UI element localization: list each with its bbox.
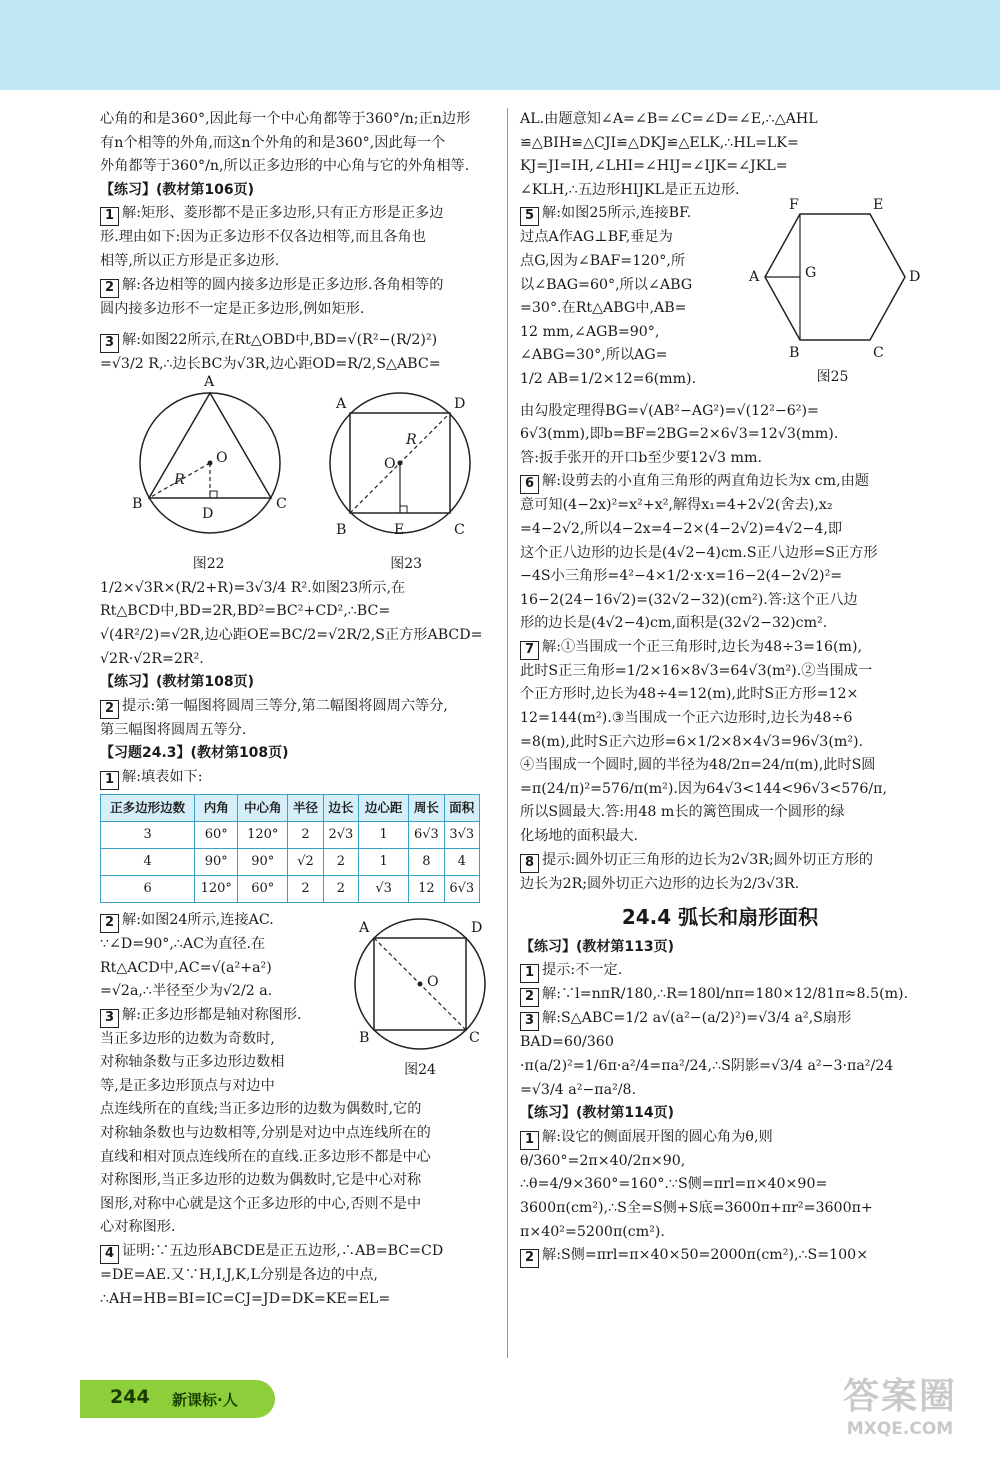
text-line: 形的边长是(4√2−4)cm,面积是(32√2−32)cm². <box>520 615 828 632</box>
item-number: 2 <box>100 700 119 719</box>
text-line: 当正多边形的边数为奇数时, <box>100 1030 275 1047</box>
text-line: 对称轴条数与正多边形边数相 <box>100 1054 285 1071</box>
text-line: 解:填表如下: <box>122 768 203 785</box>
text-line: 个正方形时,边长为48÷4=12(m),此时S正方形=12× <box>520 686 859 703</box>
text-line: 解:∵l=nπR/180,∴R=180l/nπ=180×12/81π≈8.5(m). <box>542 986 909 1003</box>
text-line: 对称轴条数也与边数相等,分别是对边中点连线所在的 <box>100 1125 431 1142</box>
text-line: 解:各边相等的圆内接多边形是正多边形.各角相等的 <box>122 276 444 293</box>
item-number: 1 <box>520 1131 539 1150</box>
table-row <box>101 875 480 902</box>
practice-header: 【练习】(教材第113页) <box>520 938 675 955</box>
item-number: 3 <box>520 1012 539 1031</box>
fig22-label-r: R <box>174 471 185 488</box>
answer-item <box>100 1240 495 1264</box>
table-cell: 1 <box>359 821 409 848</box>
text-line: ∠KLH,∴五边形HIJKL是正五边形. <box>520 181 740 198</box>
text-line: 解:设剪去的小直角三角形的两直角边长为x cm,由题 <box>542 473 869 490</box>
answer-item <box>520 959 920 983</box>
answer-item <box>100 766 495 790</box>
fig23-label-d: D <box>454 395 466 412</box>
fig23-label-a: A <box>336 395 347 412</box>
table-cell: 120° <box>195 875 238 902</box>
page-number: 244 <box>110 1386 150 1408</box>
text-line: =8(m),此时S正六边形=6×1/2×8×4√3=96√3(m²). <box>520 733 864 750</box>
text-line: 证明:∵五边形ABCDE是正五边形,∴AB=BC=CD <box>122 1243 444 1260</box>
fig23-label-o: O <box>384 455 396 472</box>
fig25-label-b: B <box>789 345 800 362</box>
text-line: ≌△BIH≌△CJI≌△DKJ≌△ELK,∴HL=LK= <box>520 134 799 151</box>
table-cell: 3√3 <box>444 821 479 848</box>
text-line: 解:如图25所示,连接BF. <box>542 205 692 222</box>
text-line: 16−2(24−16√2)=(32√2−32)(cm²).答:这个正八边 <box>520 591 858 608</box>
table-cell: 60° <box>238 875 288 902</box>
answer-item <box>100 202 495 226</box>
watermark-text: 答案圈 <box>842 1376 957 1417</box>
text-line: 外角都等于360°/n,所以正多边形的中心角与它的外角相等. <box>100 158 470 175</box>
text-line: =4−2√2,所以4−2x=4−2×(4−2√2)=4√2−4,即 <box>520 520 843 537</box>
text-line: 以∠BAG=60°,所以∠ABG <box>520 276 693 293</box>
practice-header: 【练习】(教材第106页) <box>100 181 255 198</box>
answer-item <box>100 909 345 933</box>
column-divider <box>507 108 508 1358</box>
fig23-label-c: C <box>454 521 465 538</box>
fig22-label-a: A <box>204 373 215 390</box>
table-header-cell: 半径 <box>288 794 323 821</box>
text-line: Rt△BCD中,BD=2R,BD²=BC²+CD²,∴BC= <box>100 603 391 620</box>
table-header-cell: 周长 <box>409 794 444 821</box>
answer-item <box>520 1126 920 1174</box>
text-line: 3600π(cm²),∴S全=S侧+S底=3600π+πr²=3600π+ <box>520 1199 873 1216</box>
text-line: 等,是正多边形顶点与对边中 <box>100 1077 275 1094</box>
text-line: ∴θ=4/9×360°=160°.∵S侧=πrl=π×40×90= <box>520 1176 828 1193</box>
text-line: 意可知(4−2x)²=x²+x²,解得x₁=4+2√2(舍去),x₂ <box>520 497 833 514</box>
text-line: 提示:第一幅图将圆周三等分,第二幅图将圆周六等分, <box>122 697 448 714</box>
table-cell: 120° <box>238 821 288 848</box>
text-line: 第三幅图将圆周五等分. <box>100 721 247 738</box>
left-column <box>100 108 495 1311</box>
text-line: 解:矩形、菱形都不是正多边形,只有正方形是正多边 <box>122 205 444 222</box>
text-line: ④当围成一个圆时,圆的半径为48/2π=24/π(m),此时S圆 <box>520 757 876 774</box>
fig22-label-c: C <box>276 495 287 512</box>
text-line: 有n个相等的外角,而这n个外角的和是360°,因此每一个 <box>100 134 446 151</box>
item-number: 3 <box>100 334 119 353</box>
table-cell: 6√3 <box>409 821 444 848</box>
fig25-label-f: F <box>789 197 799 214</box>
text-line: 解:S侧=πrl=π×40×50=2000π(cm²),∴S=100× <box>542 1247 869 1264</box>
watermark-url: MXQE.COM <box>846 1419 954 1439</box>
text-line: =30°.在Rt△ABG中,AB= <box>520 300 687 317</box>
text-line: ·π(a/2)²=1/6π·a²/4=πa²/24,∴S阴影=√3/4 a²−3·πa²/24 <box>520 1058 894 1074</box>
table-cell: 6 <box>101 875 195 902</box>
answer-item <box>100 329 495 353</box>
text-line: 圆内接多边形不一定是正多边形,例如矩形. <box>100 300 365 317</box>
answer-item <box>520 470 920 494</box>
table-cell: 4 <box>101 848 195 875</box>
answer-item <box>100 274 495 298</box>
fig25-label-e: E <box>873 197 884 214</box>
text-line: 1/2×√3R×(R/2+R)=3√3/4 R².如图23所示,在 <box>100 579 406 596</box>
fig23-label-e: E <box>394 521 405 538</box>
fig25-label-c: C <box>873 345 884 362</box>
text-line: 心角的和是360°,因此每一个中心角都等于360°/n;正n边形 <box>100 111 471 127</box>
fig23-label-r: R <box>406 431 417 448</box>
answer-item <box>520 849 920 873</box>
geometry-figures-svg <box>100 383 495 553</box>
table-header-cell: 边长 <box>323 794 358 821</box>
fig24-label-c: C <box>469 1029 480 1046</box>
fig24-label-d: D <box>471 919 483 936</box>
text-line: 所以S圆最大.答:用48 m长的篱笆围成一个圆形的绿 <box>520 804 845 821</box>
figure-25 <box>745 197 921 392</box>
table-header-cell: 边心距 <box>359 794 409 821</box>
item-number: 2 <box>100 279 119 298</box>
watermark <box>810 1375 990 1455</box>
item-number: 5 <box>520 207 539 226</box>
item-number: 2 <box>520 988 539 1007</box>
table-cell: 90° <box>238 848 288 875</box>
item-number: 6 <box>520 475 539 494</box>
text-line: 由勾股定理得BG=√(AB²−AG²)=√(12²−6²)= <box>520 402 819 419</box>
text-line: 解:设它的侧面展开图的圆心角为θ,则θ/360°=2π×40/2π×90, <box>520 1128 773 1169</box>
answer-item <box>100 1004 345 1028</box>
text-line: 6√3(mm),即b=BF=2BG=2×6√3=12√3(mm). <box>520 426 839 443</box>
figure-caption: 图23 <box>390 555 423 572</box>
item-number: 2 <box>100 914 119 933</box>
fig22-label-b: B <box>132 495 143 512</box>
item-number: 1 <box>100 771 119 790</box>
text-line: 提示:不一定. <box>542 962 623 979</box>
text-line: 化场地的面积最大. <box>520 828 639 845</box>
fig22-label-o: O <box>216 449 228 466</box>
text-line: ∠ABG=30°,所以AG= <box>520 347 668 364</box>
series-label: 新课标·人 <box>172 1391 238 1409</box>
table-cell: 90° <box>195 848 238 875</box>
figures-22-23 <box>100 373 495 553</box>
text-line: 直线和相对顶点连线所在的直线.正多边形不都是中心 <box>100 1148 431 1165</box>
text-line: ∴AH=HB=BI=IC=CJ=JD=DK=KE=EL= <box>100 1290 391 1307</box>
text-line: 1/2 AB=1/2×12=6(mm). <box>520 370 697 387</box>
table-cell: 60° <box>195 821 238 848</box>
table-header-cell: 面积 <box>444 794 479 821</box>
item-number: 8 <box>520 854 539 873</box>
figure-24 <box>345 909 495 1099</box>
table-row <box>101 821 480 848</box>
text-line: 图形,对称中心就是这个正多边形的中心,否则不是中 <box>100 1195 422 1212</box>
text-line: 解:S△ABC=1/2 a√(a²−(a/2)²)=√3/4 a²,S扇形BAD=60/360 <box>520 1010 852 1051</box>
answer-item <box>520 1244 920 1268</box>
text-line: π×40²=5200π(cm²). <box>520 1223 665 1240</box>
table-cell: 4 <box>444 848 479 875</box>
answer-item <box>520 1007 920 1055</box>
item-number: 1 <box>520 964 539 983</box>
practice-header: 【练习】(教材第114页) <box>520 1105 675 1122</box>
table-cell: 12 <box>409 875 444 902</box>
table-header-cell: 内角 <box>195 794 238 821</box>
text-line: 对称图形,当正多边形的边数为偶数时,它是中心对称 <box>100 1172 422 1189</box>
text-line: AL.由题意知∠A=∠B=∠C=∠D=∠E,∴△AHL <box>520 111 818 127</box>
text-line: 答:扳手张开的开口b至少要12√3 mm. <box>520 449 762 466</box>
text-line: =√3/4 a²−πa²/8. <box>520 1081 637 1098</box>
right-column <box>520 108 920 1268</box>
table-header-cell: 中心角 <box>238 794 288 821</box>
table-header-row <box>101 794 480 821</box>
text-line: KJ=JI=IH,∠LHI=∠HIJ=∠IJK=∠JKL= <box>520 158 788 175</box>
fig22-label-d: D <box>202 505 214 522</box>
fig25-label-d: D <box>909 269 921 286</box>
item-number: 2 <box>520 1249 539 1268</box>
fig24-label-b: B <box>359 1029 370 1046</box>
table-cell: 2 <box>323 848 358 875</box>
answer-item <box>520 202 745 226</box>
practice-header: 【练习】(教材第108页) <box>100 674 255 691</box>
answer-item <box>520 636 920 660</box>
top-color-band <box>0 0 1000 90</box>
text-line: ∵∠D=90°,∴AC为直径.在 <box>100 935 266 952</box>
table-row <box>101 848 480 875</box>
text-line: 心对称图形. <box>100 1219 176 1236</box>
text-line: 这个正八边形的边长是(4√2−4)cm.S正八边形=S正方形 <box>520 544 878 561</box>
text-line: =√2a,∴半径至少为√2/2 a. <box>100 983 273 1000</box>
text-line: 相等,所以正方形是正多边形. <box>100 252 280 269</box>
text-line: 点G,因为∠BAF=120°,所 <box>520 252 686 269</box>
table-cell: 2√3 <box>323 821 358 848</box>
table-cell: 8 <box>409 848 444 875</box>
figure-caption: 图22 <box>192 555 225 572</box>
fig25-label-g: G <box>805 265 817 282</box>
answer-item <box>100 695 495 719</box>
figure-25-svg <box>745 202 920 372</box>
figure-caption: 图25 <box>816 369 849 386</box>
text-line: 解:如图24所示,连接AC. <box>122 911 274 928</box>
table-cell: 3 <box>101 821 195 848</box>
text-line: 12=144(m²).③当围成一个正六边形时,边长为48÷6 <box>520 710 853 727</box>
text-line: 12 mm,∠AGB=90°, <box>520 323 660 340</box>
text-line: 点连线所在的直线;当正多边形的边数为偶数时,它的 <box>100 1101 422 1118</box>
fig25-label-a: A <box>749 269 760 286</box>
text-line: 解:正多边形都是轴对称图形. <box>122 1006 302 1023</box>
fig23-label-b: B <box>336 521 347 538</box>
answer-item <box>520 983 920 1007</box>
item-number: 1 <box>100 207 119 226</box>
table-header-cell: 正多边形边数 <box>101 794 195 821</box>
item-number: 4 <box>100 1245 119 1264</box>
text-line: −4S小三角形=4²−4×1/2·x·x=16−2(4−2√2)²= <box>520 568 843 585</box>
table-cell: 2 <box>288 821 323 848</box>
text-line: 解:①当围成一个正三角形时,边长为48÷3=16(m), <box>542 638 863 655</box>
text-line: =√3/2 R,∴边长BC为√3R,边心距OD=R/2,S△ABC= <box>100 356 441 373</box>
footer-badge <box>80 1380 275 1418</box>
table-cell: 1 <box>359 848 409 875</box>
text-line: 形.理由如下:因为正多边形不仅各边相等,而且各角也 <box>100 229 426 246</box>
fig24-label-a: A <box>359 919 370 936</box>
exercise-2-3-block <box>100 909 495 1099</box>
text-line: Rt△ACD中,AC=√(a²+a²) <box>100 959 272 976</box>
figure-caption: 图24 <box>404 1061 436 1078</box>
text-line: 此时S正三角形=1/2×16×8√3=64√3(m²).②当围成一 <box>520 662 873 679</box>
problem-5-block <box>520 197 921 391</box>
text-line: 过点A作AG⊥BF,垂足为 <box>520 229 673 246</box>
table-cell: √3 <box>359 875 409 902</box>
text-line: 边长为2R;圆外切正六边形的边长为2/3√3R. <box>520 875 800 892</box>
polygon-table <box>100 794 480 903</box>
text-line: 提示:圆外切正三角形的边长为2√3R;圆外切正方形的 <box>542 851 874 868</box>
item-number: 3 <box>100 1009 119 1028</box>
text-line: 解:如图22所示,在Rt△OBD中,BD=√(R²−(R/2)²) <box>122 332 438 349</box>
table-cell: √2 <box>288 848 323 875</box>
text-line: =π(24/π)²=576/π(m²).因为64√3<144<96√3<576/π, <box>520 780 887 797</box>
text-line: √2R·√2R=2R². <box>100 650 204 667</box>
table-cell: 2 <box>288 875 323 902</box>
table-cell: 6√3 <box>444 875 479 902</box>
fig24-label-o: O <box>427 973 439 990</box>
section-title: 24.4 弧长和扇形面积 <box>621 905 819 930</box>
text-line: √(4R²/2)=√2R,边心距OE=BC/2=√2R/2,S正方形ABCD= <box>100 626 483 643</box>
exercise-header: 【习题24.3】(教材第108页) <box>100 745 289 762</box>
text-line: =DE=AE.又∵H,I,J,K,L分别是各边的中点, <box>100 1267 378 1284</box>
item-number: 7 <box>520 641 539 660</box>
table-cell: 2 <box>323 875 358 902</box>
